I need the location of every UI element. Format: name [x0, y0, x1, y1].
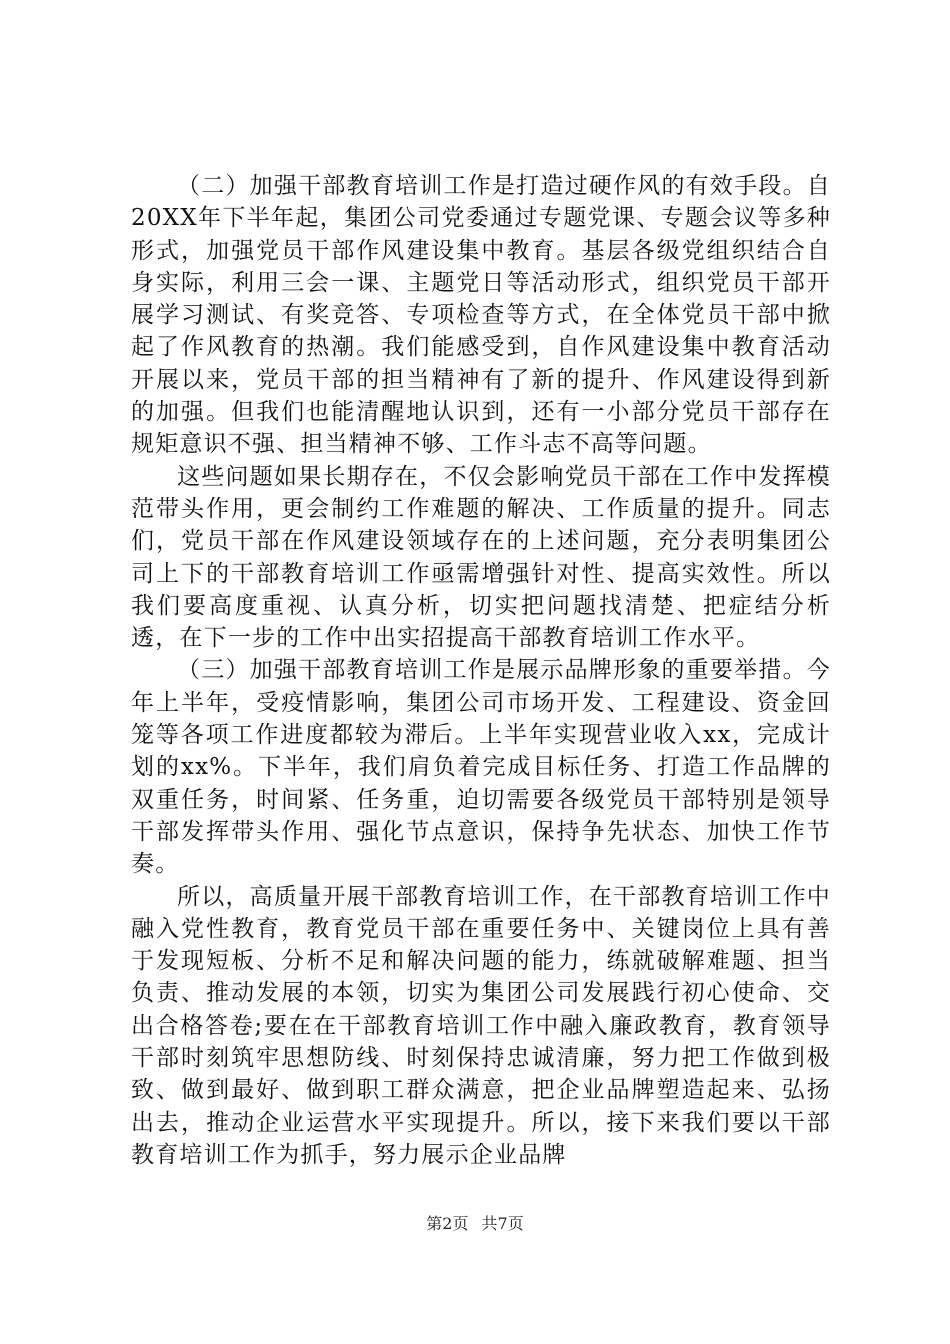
- document-body: [131, 170, 831, 1171]
- page-footer: [0, 1214, 950, 1234]
- paragraph-section-two: （二）加强干部教育培训工作是打造过硬作风的有效手段。自20XX年下半年起，集团公司党委通过专题党课、专题会议等多种形式，加强党员干部作风建设集中教育。基层各级党组织结合自身实际，利用三会一课、主题党日等活动形式，组织党员干部开展学习测试、有奖竞答、专项检查等方式，在全体党员干部中掀起了作风教育的热潮。我们能感受到，自作风建设集中教育活动开展以来，党员干部的担当精神有了新的提升、作风建设得到新的加强。但我们也能清醒地认识到，还有一小部分党员干部存在规矩意识不强、担当精神不够、工作斗志不高等问题。: [131, 173, 831, 458]
- paragraph-section-three: （三）加强干部教育培训工作是展示品牌形象的重要举措。今年上半年，受疫情影响，集团公司市场开发、工程建设、资金回笼等各项工作进度都较为滞后。上半年实现营业收入xx，完成计划的xx%。下半年，我们肩负着完成目标任务、打造工作品牌的双重任务，时间紧、任务重，迫切需要各级党员干部特别是领导干部发挥带头作用、强化节点意识，保持争先状态、加快工作节奏。: [131, 657, 831, 878]
- total-pages: 共7页: [481, 1214, 524, 1233]
- page-number: 第2页: [426, 1214, 469, 1233]
- paragraph-conclusion: 所以，高质量开展干部教育培训工作，在干部教育培训工作中融入党性教育，教育党员干部在重要任务中、关键岗位上具有善于发现短板、分析不足和解决问题的能力，练就破解难题、担当负责、推动发展的本领，切实为集团公司发展践行初心使命、交出合格答卷;要在在干部教育培训工作中融入廉政教育，教育领导干部时刻筑牢思想防线、时刻保持忠诚清廉，努力把工作做到极致、做到最好、做到职工群众满意，把企业品牌塑造起来、弘扬出去，推动企业运营水平实现提升。所以，接下来我们要以干部教育培训工作为抓手，努力展示企业品牌: [131, 883, 831, 1168]
- paragraph-problems: 这些问题如果长期存在，不仅会影响党员干部在工作中发挥模范带头作用，更会制约工作难题的解决、工作质量的提升。同志们，党员干部在作风建设领域存在的上述问题，充分表明集团公司上下的干部教育培训工作亟需增强针对性、提高实效性。所以我们要高度重视、认真分析，切实把问题找清楚、把症结分析透，在下一步的工作中出实招提高干部教育培训工作水平。: [131, 463, 831, 652]
